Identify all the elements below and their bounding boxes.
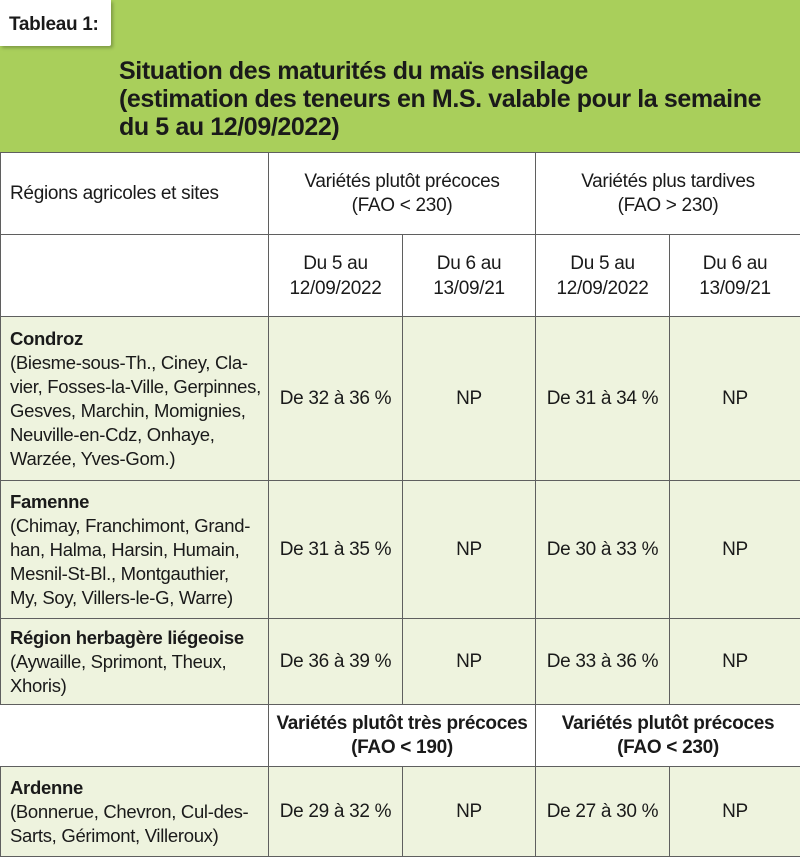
value-cell: De 31 à 34 % [536,317,670,481]
second-group-title: Variétés plutôt précoces [536,712,800,736]
subheader-line: Du 6 au [670,251,800,276]
value-cell: NP [403,619,536,705]
group-early-title: Variétés plutôt précoces [269,170,535,194]
subheader-line: 13/09/21 [670,276,800,301]
region-sites-line: Mesnil-St-Bl., Montgauthier, [10,562,264,586]
maturity-table [0,152,800,857]
value-cell: NP [403,317,536,481]
value-cell: De 29 à 32 % [269,767,403,857]
value-cell: De 27 à 30 % [536,767,670,857]
value-cell: NP [403,481,536,619]
region-cell [1,481,269,619]
subheader-early-2022 [269,235,403,317]
second-group-very-early [269,705,536,767]
value-cell: NP [670,481,800,619]
second-group-empty [1,705,269,767]
subheader-line: 12/09/2022 [269,276,402,301]
title-line-1: Situation des maturités du maïs ensilage [119,57,789,85]
table-number-label: Tableau 1: [9,14,99,36]
region-cell [1,619,269,705]
table-row-herbagere [1,619,800,705]
subheader-early-2021 [403,235,536,317]
region-name: Région herbagère liégeoise [10,626,264,650]
value-cell: NP [670,767,800,857]
region-sites-line: Gesves, Marchin, Momignies, [10,399,264,423]
table-row-condroz [1,317,800,481]
table-subheader-row [1,235,800,317]
value-cell: De 36 à 39 % [269,619,403,705]
region-sites-line: Sarts, Gérimont, Villeroux) [10,824,264,848]
group-late-title: Variétés plus tardives [536,170,800,194]
region-sites-line: (Chimay, Franchimont, Grand- [10,514,264,538]
value-cell: NP [403,767,536,857]
value-cell: NP [670,619,800,705]
region-cell [1,317,269,481]
region-sites-line: vier, Fosses-la-Ville, Gerpinnes, [10,375,264,399]
group-early-fao: (FAO < 230) [269,194,535,218]
group-late-fao: (FAO > 230) [536,194,800,218]
column-group-late [536,153,800,235]
column-header-regions: Régions agricoles et sites [1,153,269,235]
value-cell: De 31 à 35 % [269,481,403,619]
value-cell: NP [670,317,800,481]
table-header-row [1,153,800,235]
table-title-banner [0,0,800,152]
second-group-header-row [1,705,800,767]
table-number-tag [0,0,111,46]
subheader-late-2022 [536,235,670,317]
region-sites-line: My, Soy, Villers-le-G, Warre) [10,586,264,610]
region-sites-line: Xhoris) [10,674,264,698]
region-sites-line: (Biesme-sous-Th., Ciney, Cla- [10,351,264,375]
value-cell: De 32 à 36 % [269,317,403,481]
subheader-late-2021 [670,235,800,317]
subheader-line: 12/09/2022 [536,276,669,301]
title-line-3: du 5 au 12/09/2022) [119,113,789,141]
table-row-ardenne [1,767,800,857]
region-sites-line: (Aywaille, Sprimont, Theux, [10,650,264,674]
subheader-empty [1,235,269,317]
value-cell: De 30 à 33 % [536,481,670,619]
subheader-line: Du 5 au [536,251,669,276]
subheader-line: 13/09/21 [403,276,535,301]
second-group-fao: (FAO < 230) [536,736,800,760]
value-cell: De 33 à 36 % [536,619,670,705]
table-row-famenne [1,481,800,619]
region-sites-line: (Bonnerue, Chevron, Cul-des- [10,800,264,824]
region-name: Condroz [10,327,264,351]
region-sites-line: han, Halma, Harsin, Humain, [10,538,264,562]
second-group-title: Variétés plutôt très précoces [269,712,535,736]
table-title [119,57,789,141]
subheader-line: Du 5 au [269,251,402,276]
subheader-line: Du 6 au [403,251,535,276]
title-line-2: (estimation des teneurs en M.S. valable pour la semaine [119,85,789,113]
second-group-early [536,705,800,767]
region-cell [1,767,269,857]
region-sites-line: Warzée, Yves-Gom.) [10,447,264,471]
region-name: Famenne [10,490,264,514]
second-group-fao: (FAO < 190) [269,736,535,760]
region-name: Ardenne [10,776,264,800]
column-group-early [269,153,536,235]
region-sites-line: Neuville-en-Cdz, Onhaye, [10,423,264,447]
